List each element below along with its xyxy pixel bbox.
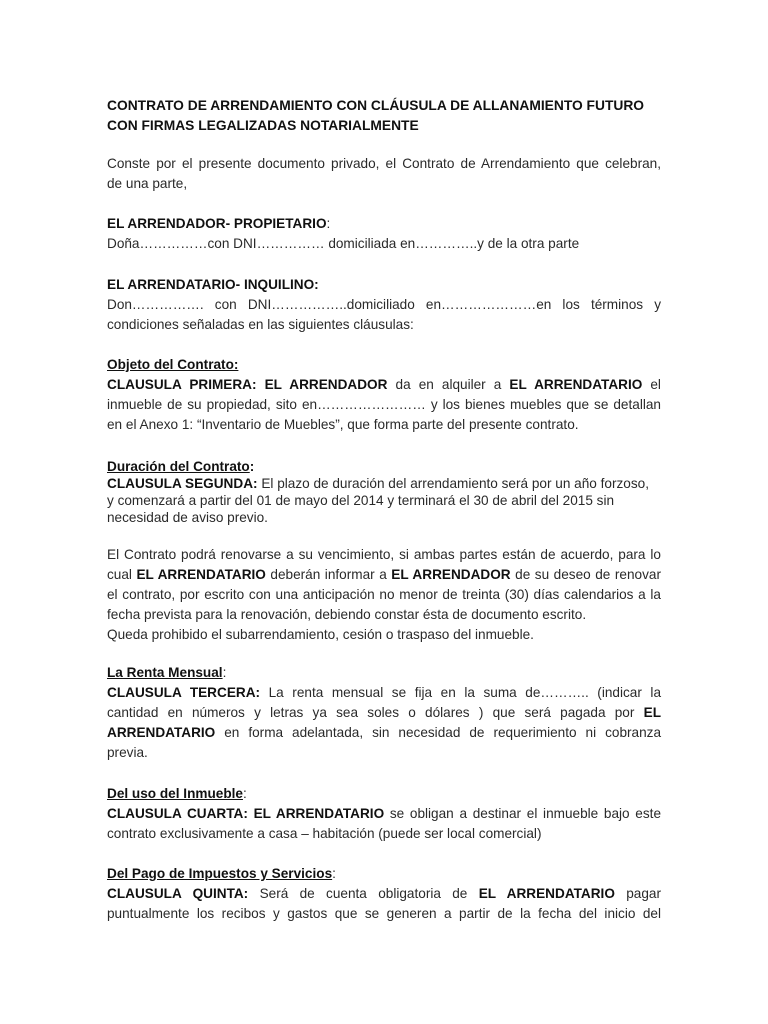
renta-clause: CLAUSULA TERCERA: bbox=[107, 685, 261, 700]
pago-section bbox=[107, 864, 661, 924]
arrendatario-heading: EL ARRENDATARIO- INQUILINO: bbox=[107, 277, 319, 292]
title-line-2: CON FIRMAS LEGALIZADAS NOTARIALMENTE bbox=[107, 118, 419, 133]
objeto-mid: da en alquiler a bbox=[395, 377, 502, 392]
arrendador-section bbox=[107, 214, 661, 254]
pago-colon: : bbox=[332, 866, 336, 881]
uso-text-1: se obligan a destinar el inmueble bajo este bbox=[389, 806, 662, 821]
renovacion-line-3: el contrato, por escrito con una anticipación no menor de treinta (30) días calendarios a la bbox=[107, 587, 661, 602]
renta-party-end: ARRENDATARIO bbox=[107, 725, 216, 740]
renta-text-3: en forma adelantada, sin necesidad de requerimiento ni cobranza bbox=[224, 725, 662, 740]
uso-section bbox=[107, 784, 661, 844]
duracion-text-1: El plazo de duración del arrendamiento será por un año forzoso, bbox=[261, 476, 649, 491]
objeto-line-1 bbox=[107, 375, 661, 395]
renta-section bbox=[107, 663, 661, 763]
renta-line-3 bbox=[107, 723, 661, 743]
pago-clause: CLAUSULA QUINTA: bbox=[107, 886, 249, 901]
pago-party: EL ARRENDATARIO bbox=[478, 886, 615, 901]
arrendador-heading: EL ARRENDADOR- PROPIETARIO bbox=[107, 216, 327, 231]
pago-mid: Será de cuenta obligatoria de bbox=[259, 886, 468, 901]
renta-heading: La Renta Mensual bbox=[107, 665, 223, 680]
arrendador-colon: : bbox=[326, 216, 331, 231]
renta-line-4: previa. bbox=[107, 745, 148, 760]
renovacion-party-1: EL ARRENDATARIO bbox=[136, 567, 266, 582]
renovacion-end: de su deseo de renovar bbox=[515, 567, 661, 582]
duracion-line-3: necesidad de aviso previo. bbox=[107, 510, 268, 525]
renovacion-mid: deberán informar a bbox=[270, 567, 387, 582]
arrendatario-section bbox=[107, 275, 661, 335]
renovacion-line-5: Queda prohibido el subarrendamiento, cesión o traspaso del inmueble. bbox=[107, 627, 534, 642]
duracion-colon: : bbox=[249, 459, 255, 474]
duracion-clause: CLAUSULA SEGUNDA: bbox=[107, 476, 258, 491]
arrendatario-line-1: Don……………. con DNI……………..domiciliado en…………………en los términos y bbox=[107, 297, 661, 312]
pago-line-1 bbox=[107, 884, 661, 904]
document-title bbox=[107, 96, 661, 136]
renovacion-section bbox=[107, 545, 661, 645]
renta-text-2: cantidad en números y letras ya sea soles o dólares ) que será pagada por bbox=[107, 705, 635, 720]
objeto-section bbox=[107, 355, 661, 435]
objeto-end: el bbox=[650, 377, 661, 392]
duracion-line-1 bbox=[107, 475, 661, 492]
intro-paragraph bbox=[107, 154, 661, 194]
pago-end: pagar bbox=[626, 886, 662, 901]
uso-party: EL ARRENDATARIO bbox=[253, 806, 385, 821]
objeto-line-3: en el Anexo 1: “Inventario de Muebles”, que forma parte del presente contrato. bbox=[107, 417, 579, 432]
renovacion-line-1: El Contrato podrá renovarse a su vencimiento, si ambas partes están de acuerdo, para lo bbox=[107, 547, 661, 562]
renovacion-start: cual bbox=[107, 567, 132, 582]
uso-line-2: contrato exclusivamente a casa – habitación (puede ser local comercial) bbox=[107, 826, 542, 841]
renta-party-start: EL bbox=[643, 705, 661, 720]
duracion-heading-line bbox=[107, 458, 661, 475]
uso-heading: Del uso del Inmueble bbox=[107, 786, 243, 801]
duracion-section bbox=[107, 458, 661, 526]
renta-line-2 bbox=[107, 703, 661, 723]
uso-line-1 bbox=[107, 804, 661, 824]
renta-text-1: La renta mensual se fija en la suma de……….. (indicar la bbox=[268, 685, 662, 700]
uso-colon: : bbox=[242, 786, 247, 801]
renovacion-party-2: EL ARRENDADOR bbox=[391, 567, 511, 582]
objeto-clause: CLAUSULA PRIMERA: bbox=[107, 377, 257, 392]
objeto-party-2: EL ARRENDATARIO bbox=[509, 377, 643, 392]
renovacion-line-2 bbox=[107, 565, 661, 585]
renta-heading-line bbox=[107, 663, 661, 683]
renta-line-1 bbox=[107, 683, 661, 703]
objeto-heading: Objeto del Contrato: bbox=[107, 357, 239, 372]
title-line-1: CONTRATO DE ARRENDAMIENTO CON CLÁUSULA DE ALLANAMIENTO FUTURO bbox=[107, 98, 645, 113]
arrendatario-line-2: condiciones señaladas en las siguientes cláusulas: bbox=[107, 317, 414, 332]
pago-line-2: puntualmente los recibos y gastos que se generen a partir de la fecha del inicio del bbox=[107, 906, 661, 921]
intro-line-1: Conste por el presente documento privado, el Contrato de Arrendamiento que celebran, bbox=[107, 156, 661, 171]
renovacion-line-4: fecha prevista para la renovación, debiendo constar ésta de documento escrito. bbox=[107, 607, 587, 622]
duracion-line-2: y comenzará a partir del 01 de mayo del 2014 y terminará el 30 de abril del 2015 sin bbox=[107, 493, 615, 508]
duracion-heading: Duración del Contrato bbox=[107, 459, 250, 474]
objeto-party-1: EL ARRENDADOR bbox=[264, 377, 388, 392]
objeto-line-2: inmueble de su propiedad, sito en…………………… y los bienes muebles que se detallan bbox=[107, 397, 661, 412]
arrendador-heading-line bbox=[107, 214, 661, 234]
pago-heading-line bbox=[107, 864, 661, 884]
pago-heading: Del Pago de Impuestos y Servicios bbox=[107, 866, 333, 881]
uso-clause: CLAUSULA CUARTA: bbox=[107, 806, 248, 821]
intro-line-2: de una parte, bbox=[107, 176, 188, 191]
renta-colon: : bbox=[222, 665, 227, 680]
uso-heading-line bbox=[107, 784, 661, 804]
arrendador-detail: Doña……………con DNI…………… domiciliada en…………..y de la otra parte bbox=[107, 236, 580, 251]
